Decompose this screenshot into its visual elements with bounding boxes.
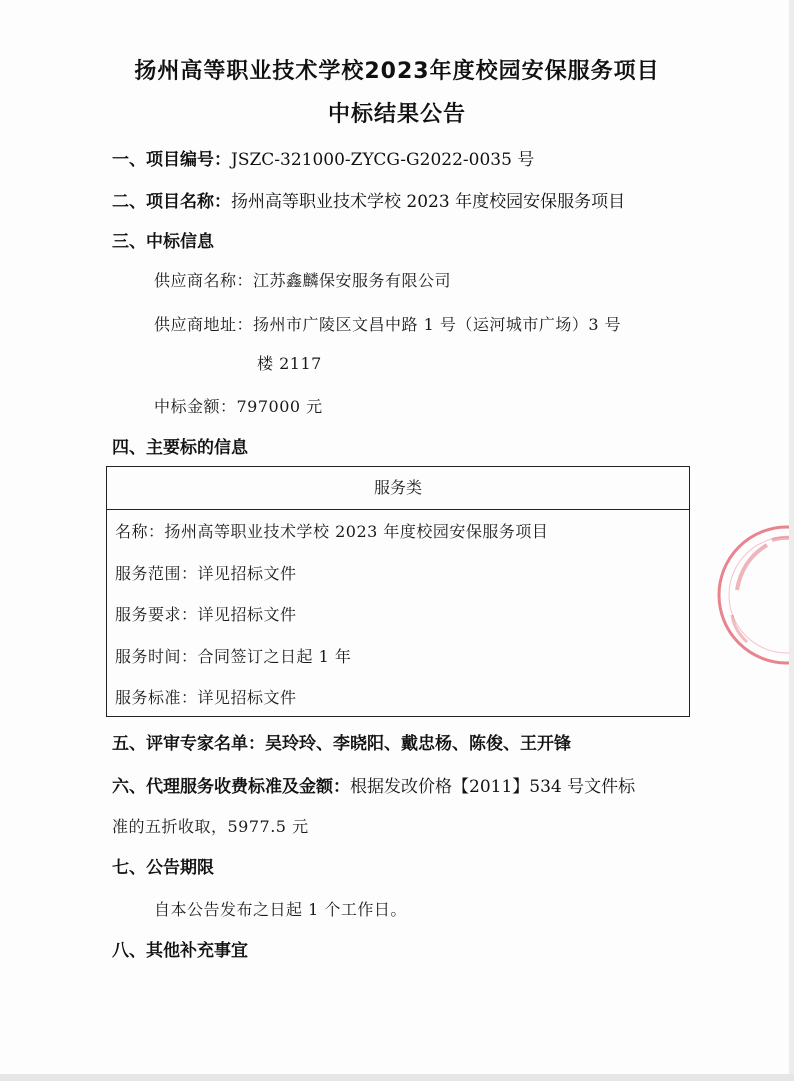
table-row: 服务标准：详见招标文件	[115, 688, 297, 707]
scan-edge-right	[789, 0, 794, 1081]
subject-info-table	[106, 466, 690, 717]
scan-edge-bottom	[0, 1074, 794, 1081]
section-notice-period: 七、公告期限	[112, 858, 214, 878]
project-number-value: JSZC-321000-ZYCG-G2022-0035 号	[231, 150, 535, 170]
section-award-info: 三、中标信息	[112, 232, 214, 252]
section-other-matters: 八、其他补充事宜	[112, 941, 248, 961]
project-name-value: 扬州高等职业技术学校 2023 年度校园安保服务项目	[231, 192, 626, 212]
section-label: 一、项目编号：	[112, 150, 231, 170]
notice-period-text: 自本公告发布之日起 1 个工作日。	[154, 900, 407, 919]
award-amount: 中标金额：797000 元	[154, 397, 323, 416]
table-row: 名称：扬州高等职业技术学校 2023 年度校园安保服务项目	[115, 522, 549, 541]
supplier-address-continued: 楼 2117	[257, 354, 322, 373]
section-agency-fee	[112, 772, 635, 797]
section-main-subject: 四、主要标的信息	[112, 438, 248, 458]
document-title: 扬州高等职业技术学校2023年度校园安保服务项目	[134, 59, 660, 84]
table-row: 服务时间：合同签订之日起 1 年	[115, 647, 352, 666]
document-subtitle: 中标结果公告	[327, 102, 466, 127]
supplier-address: 供应商地址：扬州市广陵区文昌中路 1 号（运河城市广场）3 号	[154, 315, 622, 334]
section-label: 六、代理服务收费标准及金额：	[112, 777, 350, 797]
agency-fee-continued: 准的五折收取，5977.5 元	[112, 817, 309, 836]
section-project-number	[112, 145, 534, 170]
agency-fee-value: 根据发改价格【2011】534 号文件标	[350, 777, 636, 797]
official-seal-stamp	[712, 520, 794, 670]
section-project-name	[112, 187, 625, 212]
table-row: 服务要求：详见招标文件	[115, 605, 297, 624]
table-row: 服务范围：详见招标文件	[115, 564, 297, 583]
section-label: 二、项目名称：	[112, 192, 231, 212]
supplier-name: 供应商名称：江苏鑫麟保安服务有限公司	[154, 271, 452, 290]
table-header: 服务类	[107, 467, 689, 510]
section-expert-list: 五、评审专家名单：吴玲玲、李晓阳、戴忠杨、陈俊、王开锋	[112, 734, 571, 754]
